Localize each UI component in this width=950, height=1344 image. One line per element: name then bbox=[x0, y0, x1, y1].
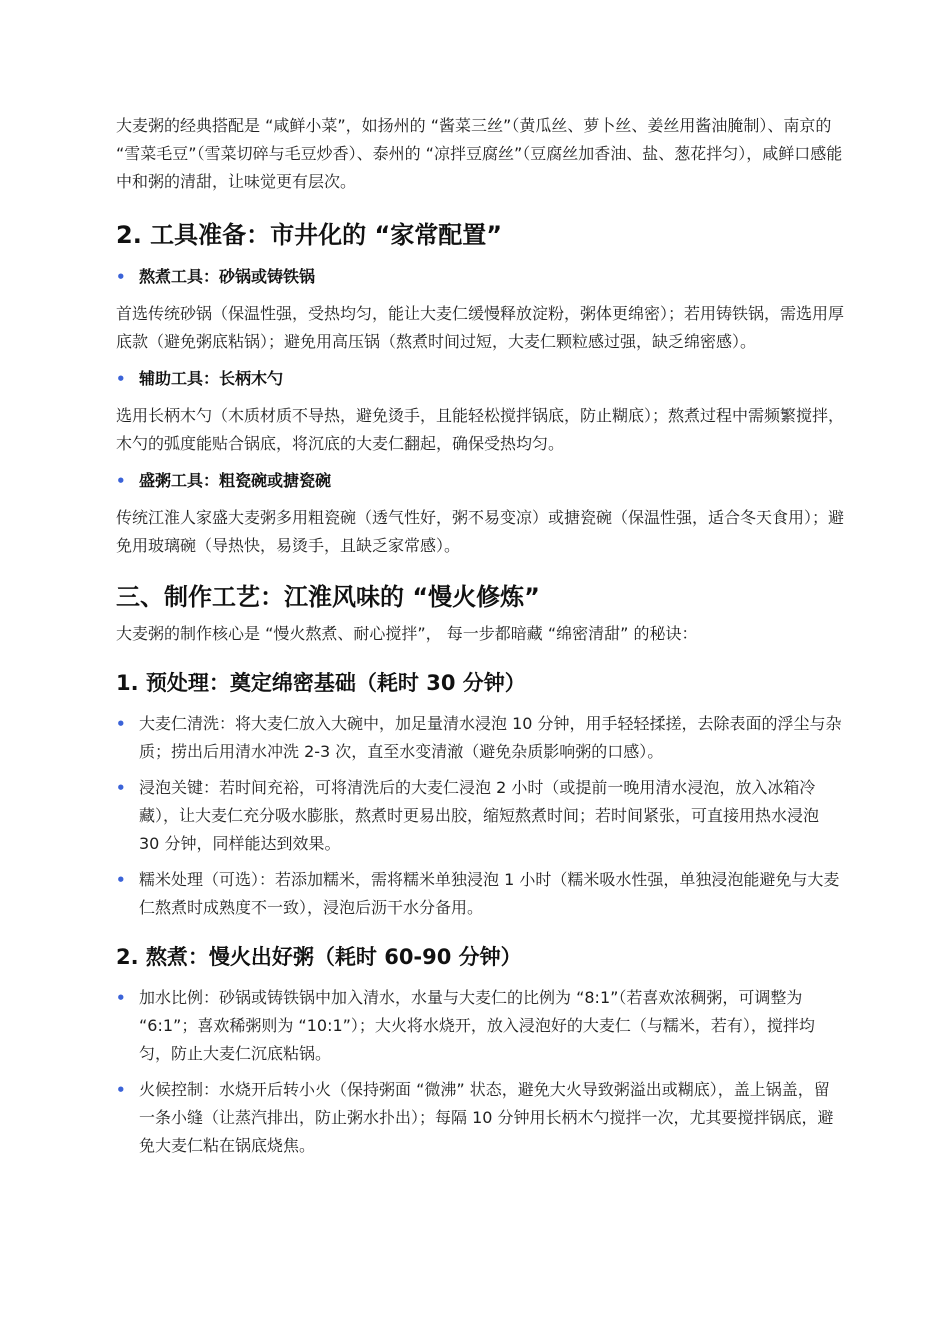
tool-item-title bbox=[116, 468, 844, 494]
bullet-icon: • bbox=[116, 779, 126, 797]
list-item bbox=[116, 984, 844, 1068]
tool-item-desc: 首选传统砂锅（保温性强，受热均匀，能让大麦仁缓慢释放淀粉，粥体更绵密）；若用铸铁锅，需选用厚底款（避免粥底粘锅）；避免用高压锅（熬煮时间过短，大麦仁颗粒感过强，缺乏绵密感）。 bbox=[116, 304, 845, 351]
list-item-text: 大麦仁清洗：将大麦仁放入大碗中，加足量清水浸泡 10 分钟，用手轻轻揉搓，去除表面的浮尘与杂质；捞出后用清水冲洗 2-3 次，直至水变清澈（避免杂质影响粥的口感）。 bbox=[139, 714, 842, 761]
list-item-text: 火候控制：水烧开后转小火（保持粥面 “微沸” 状态，避免大火导致粥溢出或糊底），盖上锅盖，留一条小缝（让蒸汽排出，防止粥水扑出）；每隔 10 分钟用长柄木勺搅拌一次，尤其要搅拌锅底，避免大麦仁粘在锅底烧焦。 bbox=[139, 1080, 834, 1155]
intro-paragraph: 大麦粥的经典搭配是 “咸鲜小菜”，如扬州的 “酱菜三丝”（黄瓜丝、萝卜丝、姜丝用酱油腌制）、南京的 “雪菜毛豆”（雪菜切碎与毛豆炒香）、泰州的 “凉拌豆腐丝”（豆腐丝加香油、盐、葱花拌匀），咸鲜口感能中和粥的清甜，让味觉更有层次。 bbox=[116, 116, 843, 191]
tool-item-title bbox=[116, 264, 844, 290]
list-item-text: 加水比例：砂锅或铸铁锅中加入清水，水量与大麦仁的比例为 “8:1”（若喜欢浓稠粥，可调整为 “6:1”；喜欢稀粥则为 “10:1”）；大火将水烧开，放入浸泡好的大麦仁（与糯米，若有），搅拌均匀，防止大麦仁沉底粘锅。 bbox=[139, 988, 815, 1063]
bullet-icon: • bbox=[116, 370, 126, 388]
list-item bbox=[116, 774, 844, 858]
list-item-text: 糯米处理（可选）：若添加糯米，需将糯米单独浸泡 1 小时（糯米吸水性强，单独浸泡能避免与大麦仁熬煮时成熟度不一致），浸泡后沥干水分备用。 bbox=[139, 870, 840, 917]
document-page bbox=[116, 112, 844, 1160]
list-item bbox=[116, 866, 844, 922]
list-item bbox=[116, 710, 844, 766]
cook-heading: 2. 熬煮：慢火出好粥（耗时 60-90 分钟） bbox=[116, 945, 522, 969]
process-heading: 三、制作工艺：江淮风味的 “慢火修炼” bbox=[116, 583, 540, 611]
tool-item-title-text: 辅助工具：长柄木勺 bbox=[139, 369, 284, 388]
tool-item-desc: 传统江淮人家盛大麦粥多用粗瓷碗（透气性好，粥不易变凉）或搪瓷碗（保温性强，适合冬天食用）；避免用玻璃碗（导热快，易烫手，且缺乏家常感）。 bbox=[116, 508, 845, 555]
bullet-icon: • bbox=[116, 1081, 126, 1099]
tool-item-desc: 选用长柄木勺（木质材质不导热，避免烫手，且能轻松搅拌锅底，防止糊底）；熬煮过程中需频繁搅拌，木勺的弧度能贴合锅底，将沉底的大麦仁翻起，确保受热均匀。 bbox=[116, 406, 845, 453]
tool-item-title bbox=[116, 366, 844, 392]
list-item bbox=[116, 1076, 844, 1160]
process-intro: 大麦粥的制作核心是 “慢火熬煮、耐心搅拌”， 每一步都暗藏 “绵密清甜” 的秘诀： bbox=[116, 624, 698, 643]
list-item-text: 浸泡关键：若时间充裕，可将清洗后的大麦仁浸泡 2 小时（或提前一晚用清水浸泡，放入冰箱冷藏），让大麦仁充分吸水膨胀，熬煮时更易出胶，缩短熬煮时间；若时间紧张，可直接用热水浸泡 30 分钟，同样能达到效果。 bbox=[139, 778, 820, 853]
bullet-icon: • bbox=[116, 715, 126, 733]
bullet-icon: • bbox=[116, 871, 126, 889]
tool-item-title-text: 熬煮工具：砂锅或铸铁锅 bbox=[139, 267, 316, 286]
tools-heading: 2. 工具准备：市井化的 “家常配置” bbox=[116, 221, 503, 249]
bullet-icon: • bbox=[116, 472, 126, 490]
tool-item-title-text: 盛粥工具：粗瓷碗或搪瓷碗 bbox=[139, 471, 332, 490]
pre-heading: 1. 预处理：奠定绵密基础（耗时 30 分钟） bbox=[116, 671, 526, 695]
bullet-icon: • bbox=[116, 989, 126, 1007]
bullet-icon: • bbox=[116, 268, 126, 286]
